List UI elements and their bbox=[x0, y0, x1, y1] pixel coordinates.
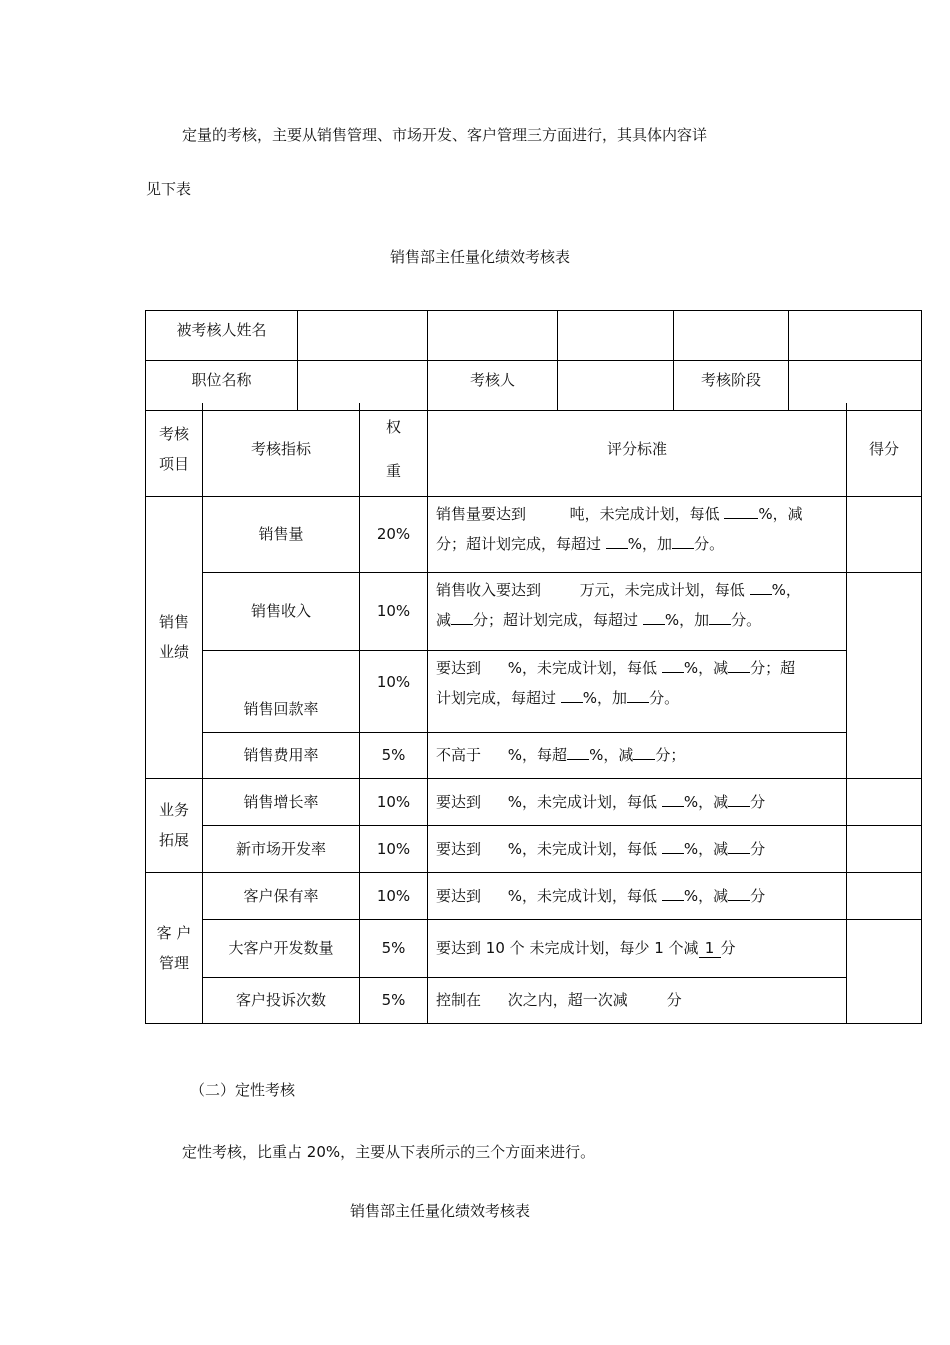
blank-line[interactable] bbox=[643, 624, 665, 625]
blank-line[interactable] bbox=[728, 672, 750, 673]
blank-line[interactable] bbox=[606, 548, 628, 549]
blank-line[interactable] bbox=[662, 900, 684, 901]
blank-line[interactable] bbox=[561, 702, 583, 703]
blank-cell[interactable] bbox=[789, 311, 922, 361]
column-header-item: 考核 项目 bbox=[146, 403, 203, 496]
blank-line[interactable] bbox=[709, 624, 731, 625]
blank-line[interactable]: 1 bbox=[699, 939, 721, 958]
weight-cell: 10% bbox=[360, 872, 428, 919]
table-row bbox=[146, 919, 922, 977]
criteria-cell: 销售量要达到 吨，未完成计划，每低 %，减 分；超计划完成，每超过 %，加 分。 bbox=[428, 496, 847, 572]
table-row bbox=[146, 732, 922, 778]
weight-cell: 5% bbox=[360, 919, 428, 977]
blank-line[interactable] bbox=[728, 900, 750, 901]
blank-line[interactable] bbox=[750, 594, 772, 595]
criteria-cell: 要达到 %，未完成计划，每低 %，减 分 bbox=[428, 778, 847, 825]
criteria-cell: 要达到 %，未完成计划，每低 %，减 分 bbox=[428, 825, 847, 872]
weight-cell: 10% bbox=[360, 825, 428, 872]
criteria-cell: 要达到 %，未完成计划，每低 %，减 分 bbox=[428, 872, 847, 919]
weight-cell: 20% bbox=[360, 496, 428, 572]
table-header-row bbox=[146, 403, 922, 496]
criteria-cell: 销售收入要达到 万元，未完成计划，每低 %， 减 分；超计划完成，每超过 %，加 分。 bbox=[428, 572, 847, 650]
weight-cell: 10% bbox=[360, 572, 428, 650]
score-cell[interactable] bbox=[847, 872, 922, 919]
name-label: 被考核人姓名 bbox=[146, 311, 298, 361]
section-2-heading: （二）定性考核 bbox=[190, 1081, 296, 1099]
indicator-cell: 销售增长率 bbox=[203, 778, 360, 825]
table-row bbox=[146, 872, 922, 919]
category-business: 业务 拓展 bbox=[146, 778, 203, 872]
table-row bbox=[146, 496, 922, 572]
indicator-cell: 销售收入 bbox=[203, 572, 360, 650]
indicator-cell: 销售量 bbox=[203, 496, 360, 572]
blank-line[interactable] bbox=[728, 853, 750, 854]
score-cell[interactable] bbox=[847, 778, 922, 825]
weight-cell: 5% bbox=[360, 732, 428, 778]
column-header-criteria: 评分标准 bbox=[428, 403, 847, 496]
blank-line[interactable] bbox=[672, 548, 694, 549]
criteria-cell: 控制在 次之内，超一次减 分 bbox=[428, 977, 847, 1023]
category-sales: 销售 业绩 bbox=[146, 496, 203, 778]
position-label: 职位名称 bbox=[146, 361, 298, 411]
section-2-paragraph: 定性考核，比重占 20%，主要从下表所示的三个方面来进行。 bbox=[182, 1143, 596, 1161]
indicator-cell: 大客户开发数量 bbox=[203, 919, 360, 977]
criteria-cell: 不高于 %，每超 %，减 分； bbox=[428, 732, 847, 778]
criteria-cell: 要达到 %，未完成计划，每低 %，减 分；超 计划完成，每超过 %，加 分。 bbox=[428, 650, 847, 732]
indicator-cell: 客户保有率 bbox=[203, 872, 360, 919]
name-field[interactable] bbox=[298, 311, 428, 361]
column-header-weight: 权 重 bbox=[360, 403, 428, 496]
indicator-cell: 新市场开发率 bbox=[203, 825, 360, 872]
blank-line[interactable] bbox=[567, 759, 589, 760]
score-cell[interactable] bbox=[847, 572, 922, 778]
blank-cell[interactable] bbox=[674, 311, 789, 361]
intro-line-2: 见下表 bbox=[146, 180, 192, 198]
blank-line[interactable] bbox=[724, 518, 758, 519]
blank-line[interactable] bbox=[662, 853, 684, 854]
blank-line[interactable] bbox=[633, 759, 655, 760]
indicator-cell: 销售回款率 bbox=[203, 650, 360, 732]
blank-line[interactable] bbox=[451, 624, 473, 625]
criteria-cell: 要达到 10 个 未完成计划，每少 1 个减 1 分 bbox=[428, 919, 847, 977]
blank-cell[interactable] bbox=[428, 311, 558, 361]
indicator-cell: 客户投诉次数 bbox=[203, 977, 360, 1023]
score-cell[interactable] bbox=[847, 919, 922, 1023]
score-cell[interactable] bbox=[847, 496, 922, 572]
blank-line[interactable] bbox=[662, 672, 684, 673]
weight-cell: 5% bbox=[360, 977, 428, 1023]
table-row bbox=[146, 650, 922, 732]
assessment-table bbox=[145, 403, 922, 1024]
indicator-cell: 销售费用率 bbox=[203, 732, 360, 778]
weight-cell: 10% bbox=[360, 778, 428, 825]
table-2-title: 销售部主任量化绩效考核表 bbox=[349, 1202, 530, 1220]
assessor-label: 考核人 bbox=[428, 361, 558, 411]
table-row bbox=[146, 778, 922, 825]
blank-line[interactable] bbox=[728, 806, 750, 807]
table-row bbox=[146, 825, 922, 872]
blank-line[interactable] bbox=[662, 806, 684, 807]
info-table bbox=[145, 310, 922, 411]
period-label: 考核阶段 bbox=[674, 361, 789, 411]
category-customer: 客 户 管理 bbox=[146, 872, 203, 1023]
table-row bbox=[146, 572, 922, 650]
table-1-title: 销售部主任量化绩效考核表 bbox=[389, 248, 570, 266]
blank-line[interactable] bbox=[627, 702, 649, 703]
table-row bbox=[146, 977, 922, 1023]
weight-cell: 10% bbox=[360, 650, 428, 732]
score-cell[interactable] bbox=[847, 825, 922, 872]
info-row-1 bbox=[146, 311, 922, 361]
column-header-indicator: 考核指标 bbox=[203, 403, 360, 496]
column-header-score: 得分 bbox=[847, 403, 922, 496]
intro-line-1: 定量的考核，主要从销售管理、市场开发、客户管理三方面进行，其具体内容详 bbox=[182, 126, 708, 144]
blank-cell[interactable] bbox=[558, 311, 674, 361]
